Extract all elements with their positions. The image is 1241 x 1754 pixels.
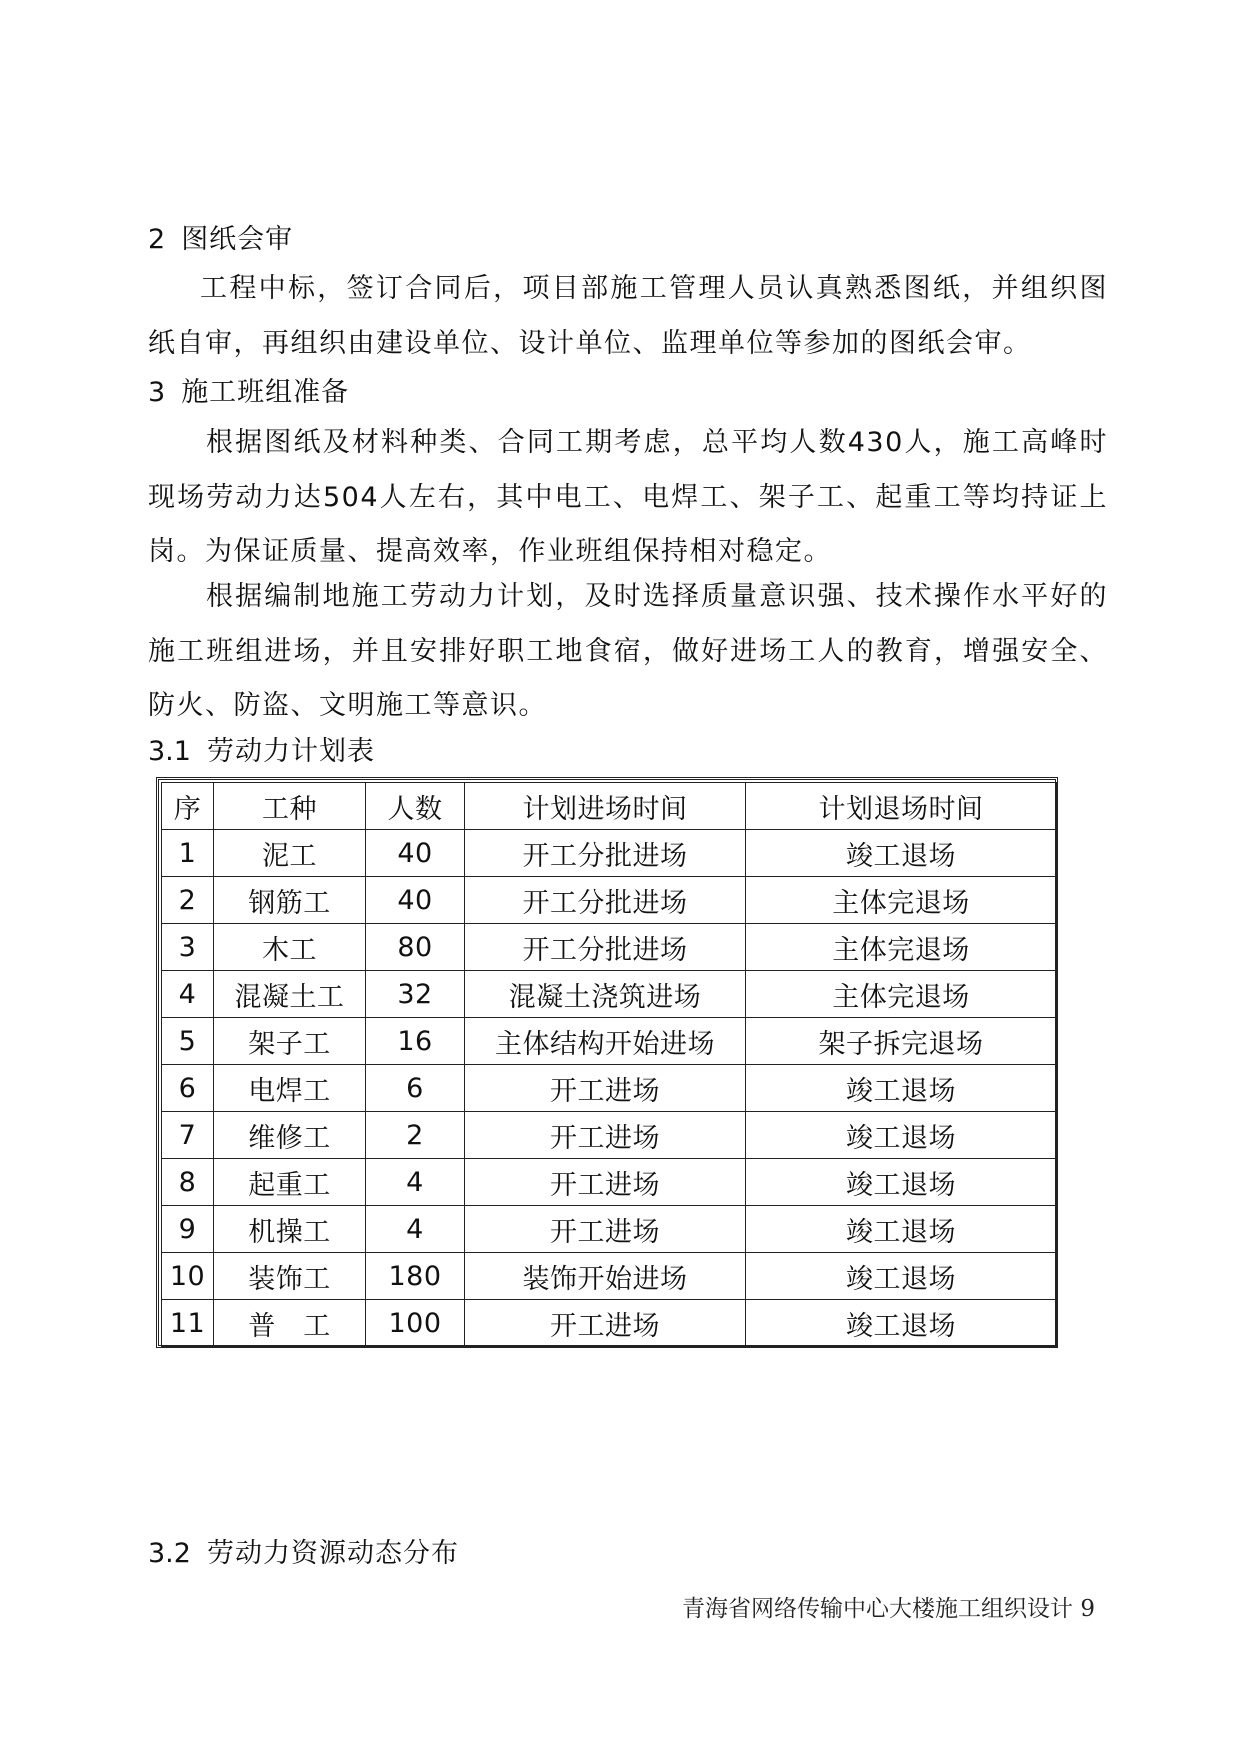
header-index: 序	[162, 783, 214, 830]
section-title: 图纸会审	[181, 224, 294, 255]
exit-time: 竣工退场	[746, 830, 1057, 877]
row-index: 1	[162, 830, 214, 877]
header-entry-time: 计划进场时间	[465, 783, 746, 830]
table-row	[162, 1065, 1057, 1112]
section-title: 施工班组准备	[181, 377, 350, 408]
headcount: 4	[366, 1159, 465, 1206]
headcount: 40	[366, 877, 465, 924]
headcount: 4	[366, 1206, 465, 1253]
section-title: 劳动力计划表	[206, 736, 375, 767]
section-number: 3	[148, 377, 166, 408]
exit-time: 主体完退场	[746, 924, 1057, 971]
header-headcount: 人数	[366, 783, 465, 830]
section-number: 3.2	[148, 1538, 191, 1569]
table-row	[162, 1300, 1057, 1347]
trade-name: 装饰工	[214, 1253, 366, 1300]
trade-name: 维修工	[214, 1112, 366, 1159]
exit-time: 竣工退场	[746, 1065, 1057, 1112]
page-number: 9	[1080, 1596, 1095, 1622]
labor-plan-table	[156, 777, 1058, 1348]
table-row	[162, 1206, 1057, 1253]
table-row	[162, 877, 1057, 924]
trade-name: 木工	[214, 924, 366, 971]
section-2-heading	[148, 222, 293, 258]
entry-time: 装饰开始进场	[465, 1253, 746, 1300]
section-3-paragraph-1: 根据图纸及材料种类、合同工期考虑，总平均人数430人，施工高峰时现场劳动力达504人左右，其中电工、电焊工、架子工、起重工等均持证上岗。为保证质量、提高效率，作业班组保持相对稳定。	[148, 427, 1108, 567]
headcount: 100	[366, 1300, 465, 1347]
entry-time: 开工进场	[465, 1159, 746, 1206]
exit-time: 主体完退场	[746, 971, 1057, 1018]
entry-time: 开工进场	[465, 1065, 746, 1112]
table-header-row	[162, 783, 1057, 830]
table-row	[162, 1253, 1057, 1300]
entry-time: 开工分批进场	[465, 877, 746, 924]
headcount: 40	[366, 830, 465, 877]
section-2-paragraph: 工程中标，签订合同后，项目部施工管理人员认真熟悉图纸，并组织图纸自审，再组织由建设单位、设计单位、监理单位等参加的图纸会审。	[148, 273, 1108, 359]
row-index: 6	[162, 1065, 214, 1112]
exit-time: 竣工退场	[746, 1300, 1057, 1347]
entry-time: 开工进场	[465, 1206, 746, 1253]
footer-title: 青海省网络传输中心大楼施工组织设计	[682, 1596, 1073, 1622]
headcount: 6	[366, 1065, 465, 1112]
trade-name: 机操工	[214, 1206, 366, 1253]
trade-name: 混凝土工	[214, 971, 366, 1018]
table-row	[162, 1159, 1057, 1206]
section-3-heading	[148, 375, 349, 411]
row-index: 2	[162, 877, 214, 924]
section-3-2-heading	[148, 1536, 459, 1572]
headcount: 80	[366, 924, 465, 971]
trade-name: 架子工	[214, 1018, 366, 1065]
exit-time: 架子拆完退场	[746, 1018, 1057, 1065]
section-number: 2	[148, 224, 166, 255]
header-trade: 工种	[214, 783, 366, 830]
exit-time: 竣工退场	[746, 1206, 1057, 1253]
table-row	[162, 1112, 1057, 1159]
table-body	[162, 830, 1057, 1347]
headcount: 180	[366, 1253, 465, 1300]
headcount: 16	[366, 1018, 465, 1065]
entry-time: 开工进场	[465, 1300, 746, 1347]
row-index: 9	[162, 1206, 214, 1253]
row-index: 3	[162, 924, 214, 971]
trade-name: 钢筋工	[214, 877, 366, 924]
trade-name: 泥工	[214, 830, 366, 877]
exit-time: 竣工退场	[746, 1253, 1057, 1300]
headcount: 32	[366, 971, 465, 1018]
trade-name: 普 工	[214, 1300, 366, 1347]
section-3-paragraph-2: 根据编制地施工劳动力计划，及时选择质量意识强、技术操作水平好的施工班组进场，并且安排好职工地食宿，做好进场工人的教育，增强安全、防火、防盗、文明施工等意识。	[148, 581, 1108, 721]
entry-time: 主体结构开始进场	[465, 1018, 746, 1065]
page-footer	[682, 1594, 1095, 1624]
table-row	[162, 971, 1057, 1018]
row-index: 10	[162, 1253, 214, 1300]
section-3-1-heading	[148, 734, 375, 770]
section-title: 劳动力资源动态分布	[206, 1538, 459, 1569]
header-exit-time: 计划退场时间	[746, 783, 1057, 830]
entry-time: 混凝土浇筑进场	[465, 971, 746, 1018]
table-row	[162, 830, 1057, 877]
trade-name: 起重工	[214, 1159, 366, 1206]
exit-time: 主体完退场	[746, 877, 1057, 924]
headcount: 2	[366, 1112, 465, 1159]
row-index: 4	[162, 971, 214, 1018]
row-index: 8	[162, 1159, 214, 1206]
section-number: 3.1	[148, 736, 191, 767]
trade-name: 电焊工	[214, 1065, 366, 1112]
exit-time: 竣工退场	[746, 1112, 1057, 1159]
exit-time: 竣工退场	[746, 1159, 1057, 1206]
entry-time: 开工进场	[465, 1112, 746, 1159]
table-row	[162, 924, 1057, 971]
entry-time: 开工分批进场	[465, 830, 746, 877]
entry-time: 开工分批进场	[465, 924, 746, 971]
table-row	[162, 1018, 1057, 1065]
row-index: 11	[162, 1300, 214, 1347]
row-index: 7	[162, 1112, 214, 1159]
row-index: 5	[162, 1018, 214, 1065]
